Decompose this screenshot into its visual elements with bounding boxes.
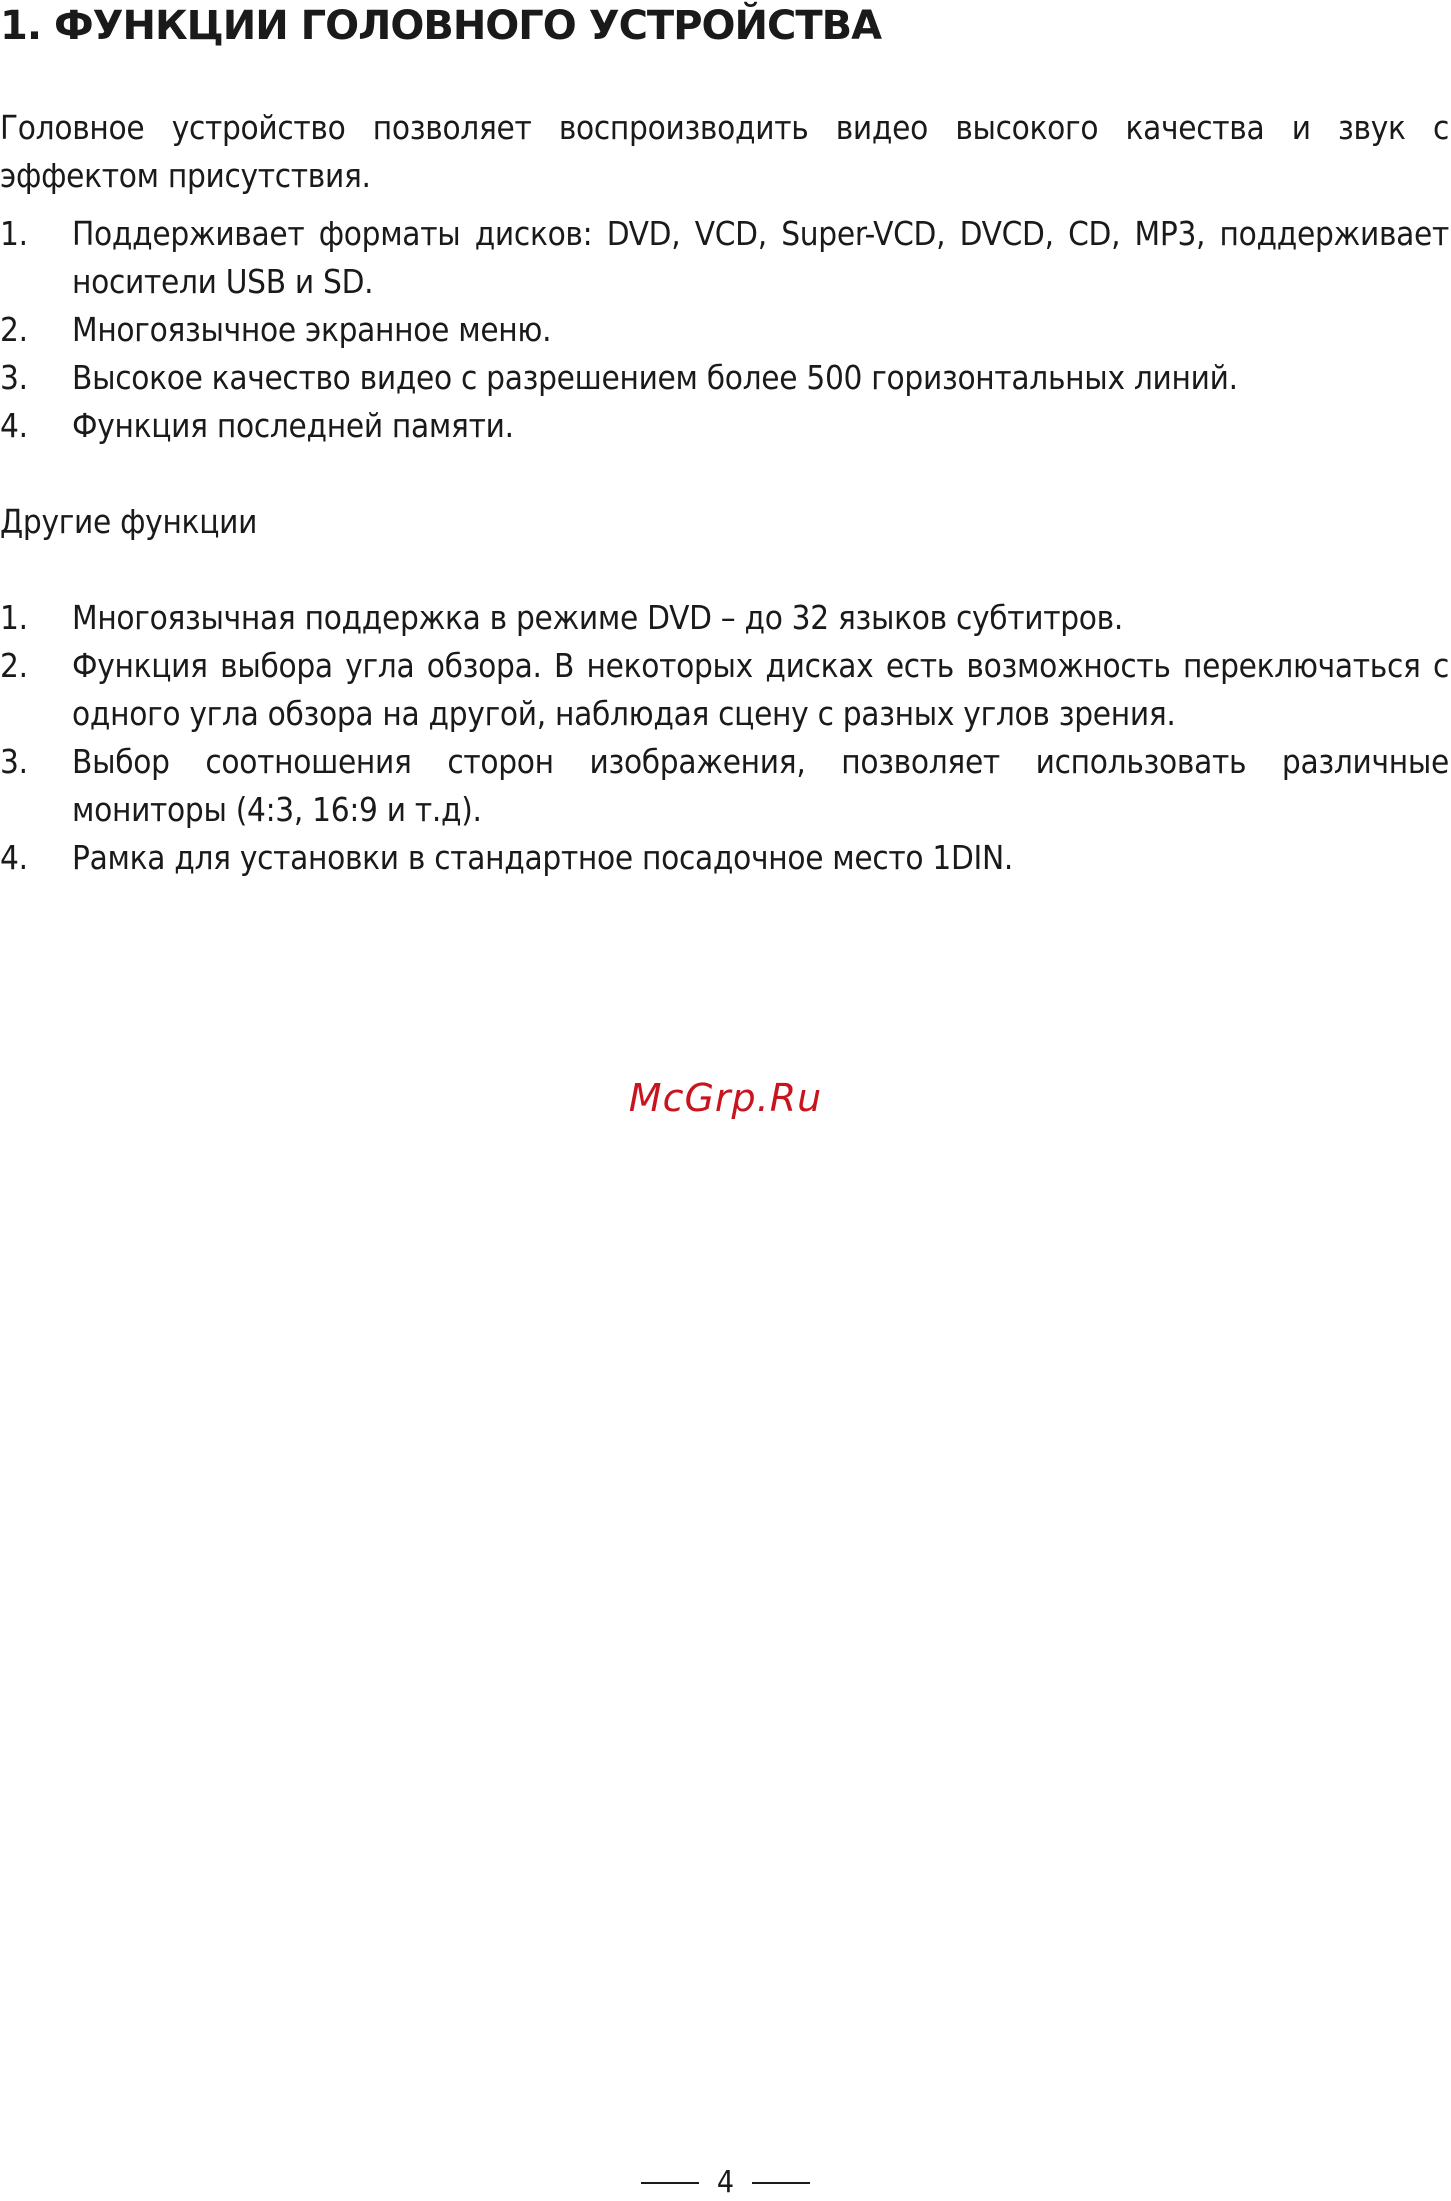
other-features-list xyxy=(0,594,1449,882)
section-heading: 1. ФУНКЦИИ ГОЛОВНОГО УСТРОЙСТВА xyxy=(0,3,882,49)
list-item-number: 2. xyxy=(0,310,28,349)
list-item-number: 3. xyxy=(0,358,28,397)
list-item-number: 1. xyxy=(0,598,28,637)
footer-rule-left xyxy=(641,2182,699,2184)
list-item xyxy=(0,834,1449,882)
list-item-text: Многоязычное экранное меню. xyxy=(72,310,552,349)
list-item xyxy=(0,306,1449,354)
list-item-number: 4. xyxy=(0,838,28,877)
page-footer xyxy=(0,2165,1451,2201)
list-item-text: Функция последней памяти. xyxy=(72,406,514,445)
footer-rule-right xyxy=(752,2182,810,2184)
list-item-text: Выбор соотношения сторон изображения, позволяет использовать различные мониторы (4:3, 16:9 и т.д). xyxy=(72,742,1449,829)
features-list xyxy=(0,210,1449,450)
list-item xyxy=(0,738,1449,834)
list-item-number: 2. xyxy=(0,646,28,685)
list-item-text: Высокое качество видео с разрешением более 500 горизонтальных линий. xyxy=(72,358,1238,397)
list-item xyxy=(0,210,1449,306)
list-item xyxy=(0,594,1449,642)
list-item xyxy=(0,354,1449,402)
list-item-number: 4. xyxy=(0,406,28,445)
list-item-text: Рамка для установки в стандартное посадочное место 1DIN. xyxy=(72,838,1014,877)
list-item-number: 3. xyxy=(0,742,28,781)
intro-paragraph: Головное устройство позволяет воспроизводить видео высокого качества и звук с эффектом присутствия. xyxy=(0,108,1449,195)
list-item-text: Функция выбора угла обзора. В некоторых дисках есть возможность переключаться с одного угла обзора на другой, наблюдая сцену с разных углов зрения. xyxy=(72,646,1449,733)
watermark: McGrp.Ru xyxy=(628,1076,823,1120)
list-item-text: Многоязычная поддержка в режиме DVD – до 32 языков субтитров. xyxy=(72,598,1123,637)
page-content xyxy=(0,0,1449,882)
list-item xyxy=(0,642,1449,738)
list-item-number: 1. xyxy=(0,214,28,253)
other-functions-heading: Другие функции xyxy=(0,502,258,541)
page-number: 4 xyxy=(716,2165,735,2200)
list-item-text: Поддерживает форматы дисков: DVD, VCD, Super-VCD, DVCD, CD, MP3, поддерживает носители USB и SD. xyxy=(72,214,1449,301)
list-item xyxy=(0,402,1449,450)
